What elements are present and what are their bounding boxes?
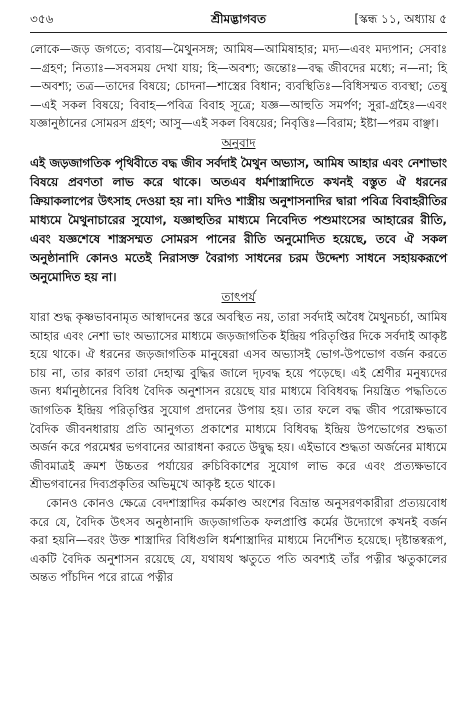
book-title: শ্রীমদ্ভাগবত [210, 12, 266, 26]
translation-heading: অনুবাদ [221, 135, 256, 150]
page-content [30, 40, 447, 587]
purport-section [30, 308, 447, 587]
page-number: ৩৫৬ [30, 12, 54, 26]
translation-paragraph: এই জড়জাগতিক পৃথিবীতে বদ্ধ জীব সর্বদাই মৈথুন অভ্যাস, আমিষ আহার এবং নেশাভাং বিষয়ে প্রবণতা লাভ করে থাকে। অতএব ধর্মশাস্ত্রাদিতে কখনই বস্তুত ঐ ধরনের ক্রিয়াকলাপের উৎসাহ দেওয়া হয় না। যদিও শাস্ত্রীয় অনুশাসনাদির দ্বারা পবিত্র বিবাহরীতির মাধ্যমে মৈথুনাচারের সুযোগ, যজ্ঞাহুতির মাধ্যমে নিবেদিত পশুমাংসের আহারের রীতি, এবং যজ্ঞশেষে শাস্ত্রসম্মত সোমরস পানের রীতি অনুমোদিত হয়েছে, তবে ঐ সকল অনুষ্ঠানাদি কোনও মতেই নিরাসক্ত বৈরাগ্য সাধনের চরম উদ্দেশ্য সাধনে সহায়করূপে অনুমোদিত হয় না। [30, 155, 447, 284]
chapter-location: [স্কন্ধ ১১, অধ্যায় ৫ [354, 12, 447, 26]
header-rule [30, 32, 447, 33]
purport-heading: তাৎপর্য [221, 289, 256, 304]
purport-paragraph-2: কোনও কোনও ক্ষেত্রে বেদশাস্ত্রাদির কর্মকাণ্ড অংশের বিভ্রান্ত অনুসরণকারীরা প্রত্যয়বোধ করে যে, বৈদিক উৎসব অনুষ্ঠানাদি জড়জাগতিক ফলপ্রাপ্তি কর্মের উদ্যোগে কখনই বর্জন করা হয়নি—বরং উক্ত শাস্ত্রাদির বিধিগুলি ধর্মশাস্ত্রাদির মাধ্যমে নির্দেশিত হয়েছে। দৃষ্টান্তস্বরূপ, একটি বৈদিক অনুশাসন রয়েছে যে, যথাযথ ঋতুতে পতি অবশ্যই তাঁর পত্নীর ঋতুকালের অন্তত পাঁচদিন পরে রাত্রে পত্নীর [30, 495, 447, 585]
page-header [30, 10, 447, 28]
purport-paragraph-1: যারা শুদ্ধ কৃষ্ণভাবনামৃত আস্বাদনের স্তরে অবস্থিত নয়, তারা সর্বদাই অবৈধ মৈথুনচর্চা, আমিষ আহার এবং নেশা ভাং অভ্যাসের মাধ্যমে জড়জাগতিক ইন্দ্রিয় পরিতৃপ্তির দিকে সর্বদাই আকৃষ্ট হয়ে থাকে। ঐ ধরনের জড়জাগতিক মানুষেরা এসব অভ্যাসই ভোগ-উপভোগ বর্জন করতে চায় না, তার কারণ তারা দেহাত্ম বুদ্ধির জালে দৃঢ়বদ্ধ হয়ে পড়েছে। এই শ্রেণীর মনুষ্যদের জন্য ধর্মানুষ্ঠানের বিবিধ বৈদিক অনুশাসন রয়েছে যার মাধ্যমে বিবিধবদ্ধ নিয়ন্ত্রিত পদ্ধতিতে জাগতিক ইন্দ্রিয় পরিতৃপ্তির সুযোগ প্রদানের উপায় হয়। তার ফলে বদ্ধ জীব পরোক্ষভাবে বৈদিক জীবনধারায় প্রতি আনুগত্য প্রকাশের মাধ্যমে বিধিবদ্ধ ইন্দ্রিয় উপভোগের শুদ্ধতা অর্জন করে পরমেশ্বর ভগবানের আরাধনা করতে উদ্বুদ্ধ হয়। এইভাবে শুদ্ধতা অর্জনের মাধ্যমে জীবমাত্রই ক্রমশ উচ্চতর পর্যায়ের রুচিবিকাশের সুযোগ লাভ করে এবং প্রত্যক্ষভাবে শ্রীভগবানের দিব্যপ্রকৃতির অভিমুখে আকৃষ্ট হতে থাকে। [30, 309, 447, 492]
synonyms-paragraph: লোকে—জড় জগতে; ব্যবায়—মৈথুনসঙ্গ; আমিষ—আমিষাহার; মদ্য—এবং মদ্যপান; সেবাঃ—গ্রহণ; নিত্যাঃ—সবসময় দেখা যায়; হি—অবশ্য; জন্তোঃ—বদ্ধ জীবদের মধ্যে; ন—না; হি—অবশ্য; তত্র—তাদের বিষয়ে; চোদনা—শাস্ত্রের বিধান; ব্যবস্থিতিঃ—বিধিসম্মত ব্যবস্থা; তেষু—এই সকল বিষয়ে; বিবাহ—পবিত্র বিবাহ সূত্রে; যজ্ঞ—আহুতি সমর্পণ; সুরা-গ্রহৈঃ—এবং যজ্ঞানুষ্ঠানের সোমরস গ্রহণ; আসু—এই সকল বিষয়ের; নিবৃত্তিঃ—বিরাম; ইষ্টা—পরম বাঞ্ছা। [30, 42, 447, 131]
